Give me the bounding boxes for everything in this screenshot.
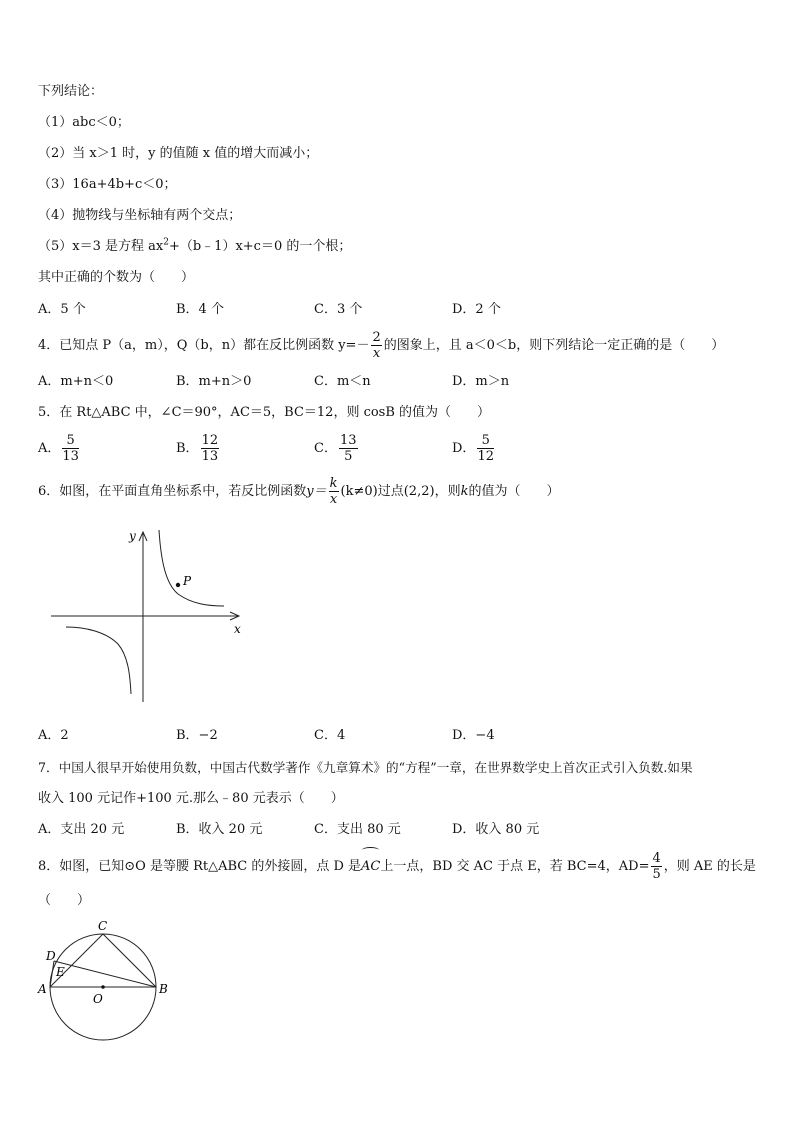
q4-option-b[interactable]: B．m+n＞0 xyxy=(176,374,252,389)
q7-option-a[interactable]: A．支出 20 元 xyxy=(38,822,125,837)
hyperbola-branch-q1 xyxy=(159,530,224,606)
q6-hyperbola-graph xyxy=(46,522,256,707)
intro-question: 其中正确的个数为（ ） xyxy=(38,270,195,285)
q6-option-c[interactable]: C．4 xyxy=(314,728,346,743)
q7-option-c[interactable]: C．支出 80 元 xyxy=(314,822,401,837)
q5-d-fraction: $\frac{5}{12}$ xyxy=(477,433,494,464)
q5-stem: 5．在 Rt△ABC 中，∠C＝90°，AC＝5，BC＝12，则 cosB 的值为（ ） xyxy=(38,405,491,420)
q6-stem: 6．如图，在平面直角坐标系中，若反比例函数y＝ $\frac{k}{x}$ (k≠0)过点(2,2)，则k的值为（ ） xyxy=(38,476,560,507)
label-e: E xyxy=(56,965,65,979)
conclusion-4: （4）抛物线与坐标轴有两个交点； xyxy=(38,208,242,223)
center-o xyxy=(101,985,105,989)
q5-option-d[interactable]: D． $\frac{5}{12}$ xyxy=(452,433,494,464)
q5-c-fraction: $\frac{13}{5}$ xyxy=(339,433,357,464)
y-axis-label: y xyxy=(129,529,136,543)
label-a: A xyxy=(38,982,47,996)
q6-option-a[interactable]: A．2 xyxy=(38,728,69,743)
q5-option-b[interactable]: B． $\frac{12}{13}$ xyxy=(176,433,219,464)
q7-stem-line1: 7．中国人很早开始使用负数，中国古代数学著作《九章算术》的“方程”一章，在世界数学史上首次正式引入负数.如果 xyxy=(38,760,693,775)
x-axis-label: x xyxy=(234,622,241,636)
q7-option-d[interactable]: D．收入 80 元 xyxy=(452,822,540,837)
q4-option-c[interactable]: C．m＜n xyxy=(314,374,371,389)
exponent: 2 xyxy=(163,237,169,248)
intro-option-d[interactable]: D．2 个 xyxy=(452,302,501,317)
q4-option-a[interactable]: A．m+n＜0 xyxy=(38,374,114,389)
arc-ac: AC xyxy=(361,850,380,884)
conclusion-5: （5）x＝3 是方程 $ax^2+(b﹣1)x+c=0$ 的一个根； xyxy=(38,237,352,254)
q5-a-fraction: $\frac{5}{13}$ xyxy=(62,433,79,464)
q6-fraction: $\frac{k}{x}$ xyxy=(329,476,338,507)
conclusion-2: （2）当 x＞1 时，y 的值随 x 值的增大而减小； xyxy=(38,146,319,161)
q8-fraction: $\frac{4}{5}$ xyxy=(652,851,661,882)
point-p xyxy=(176,583,180,587)
q8-stem: 8．如图，已知⊙O 是等腰 Rt△ABC 的外接圆，点 D 是AC上一点，BD 交 AC 于点 E，若 BC=4，AD= $\frac{4}{5}$ ，则 AE 的长是 xyxy=(38,851,756,882)
label-d: D xyxy=(46,949,56,963)
intro-option-c[interactable]: C．3 个 xyxy=(314,302,363,317)
q5-option-c[interactable]: C． $\frac{13}{5}$ xyxy=(314,433,357,464)
q6-option-d[interactable]: D．−4 xyxy=(452,728,495,743)
q4-option-d[interactable]: D．m＞n xyxy=(452,374,510,389)
q6-option-b[interactable]: B．−2 xyxy=(176,728,218,743)
label-o: O xyxy=(93,992,103,1006)
label-b: B xyxy=(159,982,168,996)
q4-fraction: $\frac{2}{x}$ xyxy=(372,330,381,361)
q5-b-fraction: $\frac{12}{13}$ xyxy=(201,433,219,464)
q4-stem: 4．已知点 P（a，m），Q（b，n）都在反比例函数 y=－ $\frac{2}{x}$ 的图象上，且 a＜0＜b，则下列结论一定正确的是（ ） xyxy=(38,330,725,361)
q8-circle-figure xyxy=(30,915,180,1045)
point-p-label: P xyxy=(183,574,192,588)
intro-option-b[interactable]: B．4 个 xyxy=(176,302,224,317)
intro-heading: 下列结论： xyxy=(38,84,104,99)
label-c: C xyxy=(98,919,108,933)
hyperbola-branch-q3 xyxy=(66,627,131,694)
conclusion-1: （1）abc＜0； xyxy=(38,115,130,130)
side-ac xyxy=(50,934,103,987)
side-bc xyxy=(103,934,156,987)
segment-bd xyxy=(54,961,156,987)
q7-option-b[interactable]: B．收入 20 元 xyxy=(176,822,263,837)
q7-stem-line2: 收入 100 元记作+100 元.那么﹣80 元表示（ ） xyxy=(38,791,344,806)
intro-option-a[interactable]: A．5 个 xyxy=(38,302,86,317)
q5-option-a[interactable]: A． $\frac{5}{13}$ xyxy=(38,433,79,464)
conclusion-3: （3）16a+4b+c＜0； xyxy=(38,177,177,192)
q8-answer-bracket: （ ） xyxy=(38,893,91,908)
